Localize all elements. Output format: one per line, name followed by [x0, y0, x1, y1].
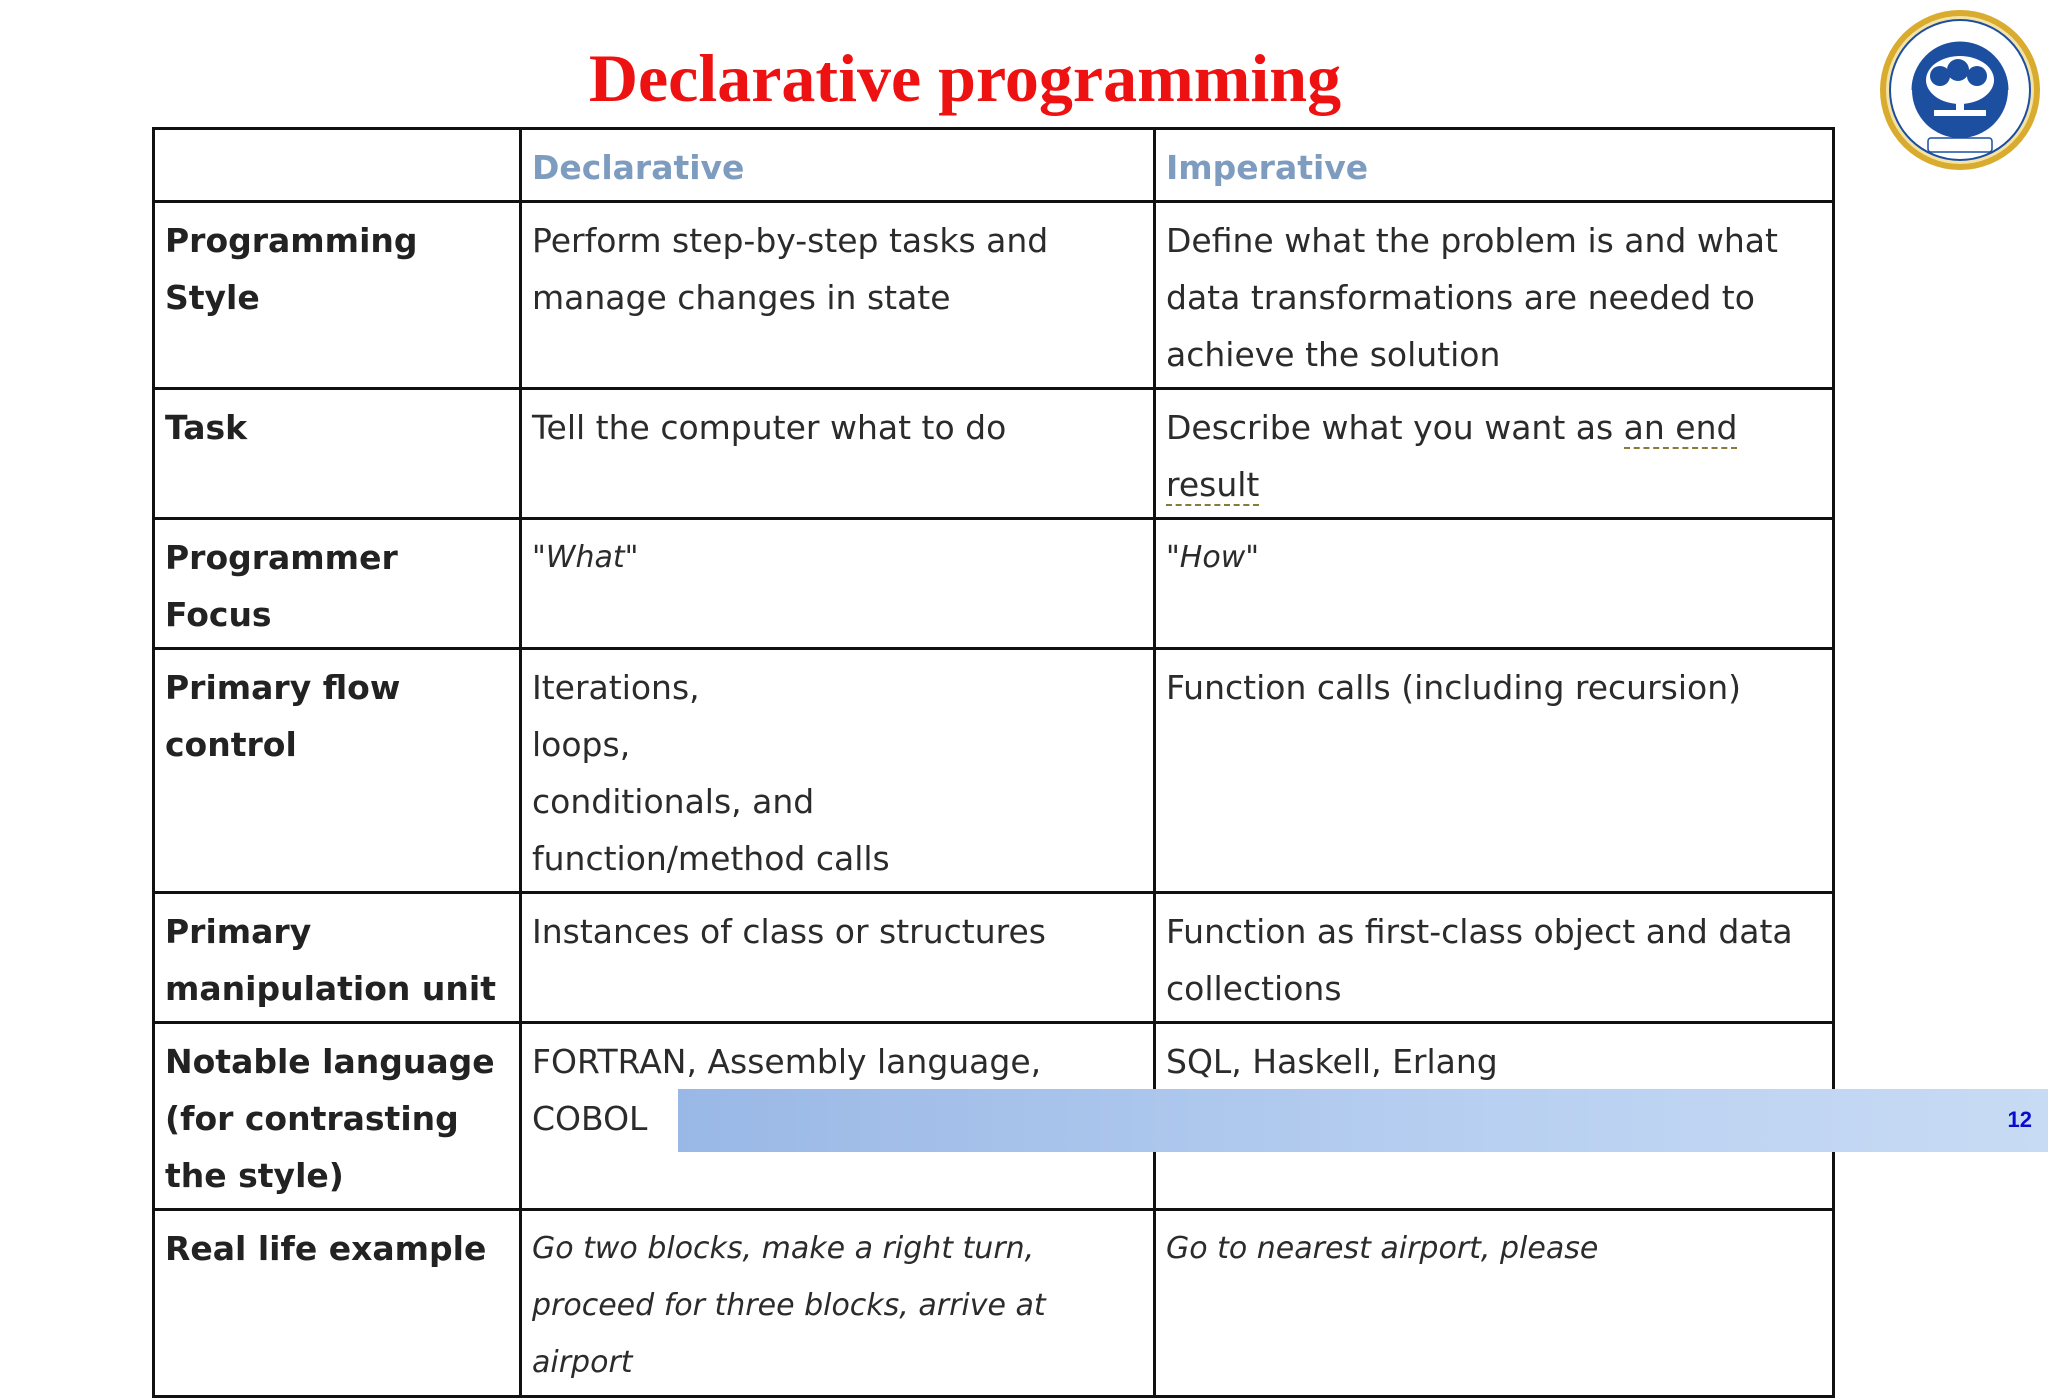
table-row — [154, 202, 1834, 389]
header-empty-cell — [154, 129, 521, 202]
row-label: Task — [154, 389, 521, 519]
institution-logo — [1878, 8, 2042, 172]
declarative-cell: "What" — [521, 519, 1155, 649]
page-number: 12 — [2007, 1107, 2032, 1132]
slide-title: Declarative programming — [588, 40, 1342, 116]
declarative-cell: Go two blocks, make a right turn, proceed for three blocks, arrive at airport — [521, 1210, 1155, 1397]
declarative-cell: Tell the computer what to do — [521, 389, 1155, 519]
header-imperative: Imperative — [1155, 129, 1834, 202]
comparison-table — [152, 127, 1835, 1398]
imperative-cell: SQL, Haskell, Erlang — [1155, 1023, 1834, 1210]
row-label: Real life example — [154, 1210, 521, 1397]
list-item: function/method calls — [532, 839, 890, 878]
table-row — [154, 649, 1834, 893]
footer-bar — [678, 1089, 2048, 1152]
table-row — [154, 389, 1834, 519]
table-row — [154, 519, 1834, 649]
imperative-cell: Function as first-class object and data collections — [1155, 893, 1834, 1023]
header-declarative: Declarative — [521, 129, 1155, 202]
list-item: conditionals, and — [532, 782, 815, 821]
imperative-cell: Define what the problem is and what data transformations are needed to achieve the solution — [1155, 202, 1834, 389]
row-label: Primary flow control — [154, 649, 521, 893]
declarative-cell: Instances of class or structures — [521, 893, 1155, 1023]
imperative-text: Describe what you want as — [1166, 408, 1624, 447]
srm-seal-icon — [1878, 8, 2042, 172]
row-label: Programmer Focus — [154, 519, 521, 649]
declarative-cell: Perform step-by-step tasks and manage changes in state — [521, 202, 1155, 389]
declarative-cell — [521, 649, 1155, 893]
imperative-cell — [1155, 389, 1834, 519]
table-row — [154, 893, 1834, 1023]
imperative-cell: Go to nearest airport, please — [1155, 1210, 1834, 1397]
row-label: Programming Style — [154, 202, 521, 389]
imperative-cell: Function calls (including recursion) — [1155, 649, 1834, 893]
table-row — [154, 1210, 1834, 1397]
list-item: Iterations, — [532, 668, 700, 707]
list-item: loops, — [532, 725, 631, 764]
table-header-row — [154, 129, 1834, 202]
imperative-cell: "How" — [1155, 519, 1834, 649]
declarative-cell: FORTRAN, Assembly language, COBOL — [521, 1023, 1155, 1210]
row-label: Primary manipulation unit — [154, 893, 521, 1023]
spellcheck-underlined-text: an end result — [1166, 408, 1738, 504]
row-label: Notable language (for contrasting the style) — [154, 1023, 521, 1210]
